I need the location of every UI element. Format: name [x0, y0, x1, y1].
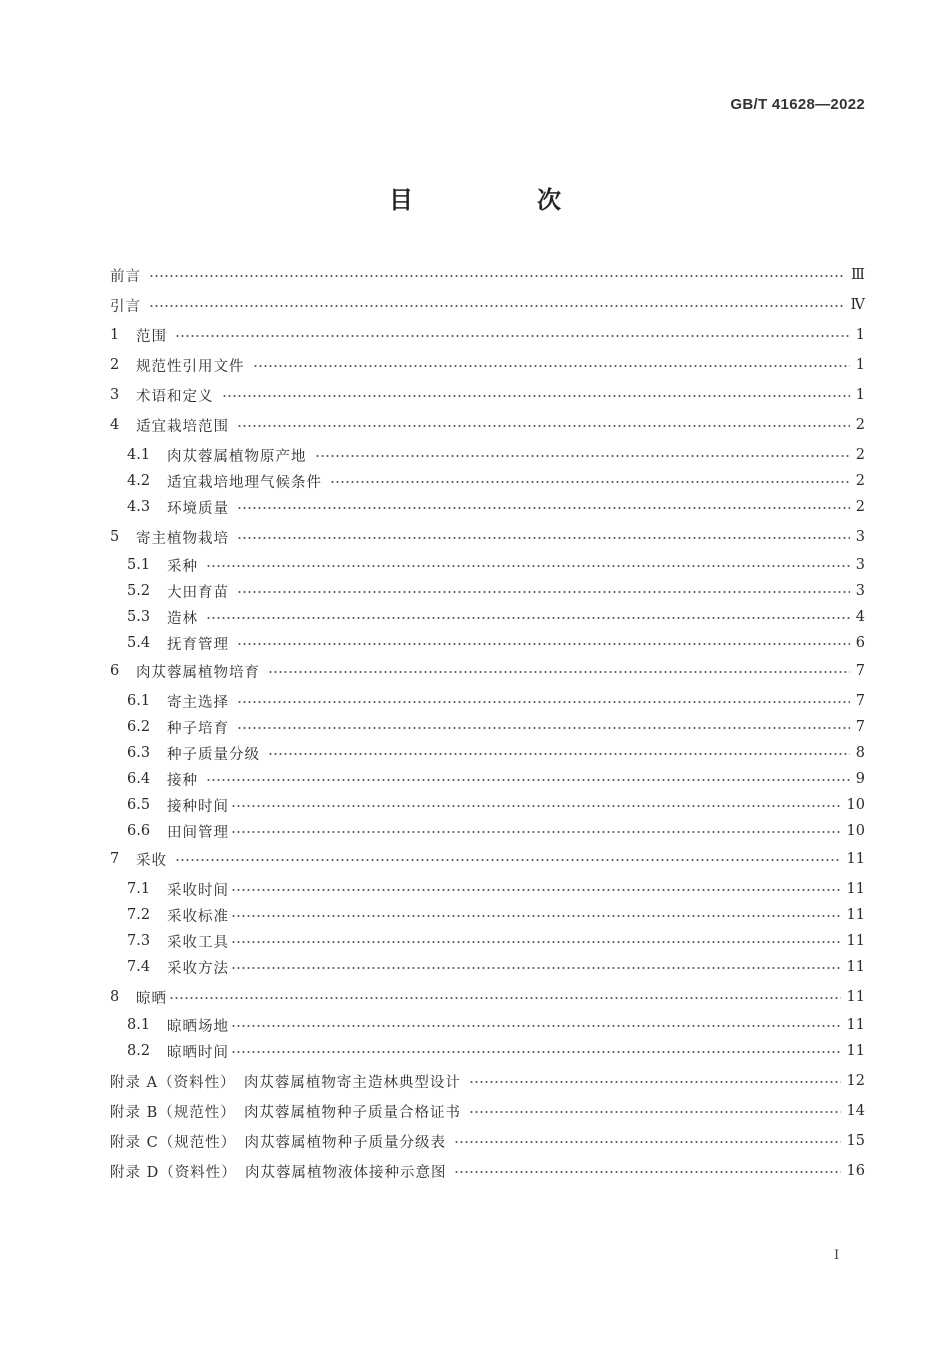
toc-entry-number: 5.4	[127, 635, 151, 651]
dot-leader	[237, 591, 850, 593]
dot-leader	[237, 701, 850, 703]
toc-entry-label: 附录 C（规范性） 肉苁蓉属植物种子质量分级表	[110, 1134, 446, 1151]
dot-leader	[469, 1081, 841, 1083]
toc-entry[interactable]	[110, 658, 865, 684]
toc-entry-number: 4.2	[127, 473, 151, 489]
dot-leader	[315, 455, 850, 457]
dot-leader	[175, 335, 850, 337]
toc-entry-page: 11	[846, 933, 865, 949]
toc-entry-label: 抚育管理	[167, 636, 229, 653]
toc-entry-page: 10	[846, 797, 865, 813]
dot-leader	[237, 537, 850, 539]
toc-entry-page: 6	[855, 635, 865, 651]
dot-leader	[206, 779, 850, 781]
toc-entry-page: 9	[855, 771, 865, 787]
toc-entry-page: 7	[855, 693, 865, 709]
toc-entry-label: 附录 B（规范性） 肉苁蓉属植物种子质量合格证书	[110, 1104, 462, 1121]
toc-entry-number: 1	[110, 327, 120, 343]
toc-entry[interactable]	[110, 1068, 865, 1094]
dot-leader	[206, 617, 850, 619]
toc-entry[interactable]	[127, 766, 865, 792]
toc-entry-page: 11	[846, 959, 865, 975]
toc-entry[interactable]	[127, 442, 865, 468]
toc-entry-number: 8	[110, 989, 120, 1005]
toc-entry-page: 11	[846, 1043, 865, 1059]
toc-entry-label: 采收标准	[167, 908, 229, 925]
toc-entry-label: 接种时间	[167, 798, 229, 815]
toc-entry-page: 3	[855, 583, 865, 599]
toc-entry-label: 晾晒时间	[167, 1044, 229, 1061]
toc-title: 目 次	[389, 185, 611, 214]
dot-leader	[175, 859, 841, 861]
toc-entry-page: 3	[855, 529, 865, 545]
toc-entry[interactable]	[127, 630, 865, 656]
toc-entry-page: 2	[855, 499, 865, 515]
toc-entry[interactable]	[110, 382, 865, 408]
toc-entry-page: 16	[846, 1163, 865, 1179]
dot-leader	[231, 805, 841, 807]
toc-entry-number: 7.2	[127, 907, 151, 923]
standard-code: GB/T 41628—2022	[730, 96, 865, 113]
dot-leader	[268, 671, 850, 673]
dot-leader	[237, 425, 850, 427]
toc-entry-page: 11	[846, 851, 865, 867]
toc-entry-number: 5.3	[127, 609, 151, 625]
toc-entry[interactable]	[110, 846, 865, 872]
toc-entry[interactable]	[110, 984, 865, 1010]
toc-entry[interactable]	[127, 792, 865, 818]
toc-entry-label: 肉苁蓉属植物原产地	[167, 448, 307, 465]
toc-entry-page: 1	[855, 327, 865, 343]
toc-entry[interactable]	[127, 552, 865, 578]
toc-entry-label: 适宜栽培地理气候条件	[167, 474, 322, 491]
dot-leader	[237, 643, 850, 645]
toc-entry-number: 6.2	[127, 719, 151, 735]
dot-leader	[169, 997, 841, 999]
toc-entry[interactable]	[110, 1128, 865, 1154]
toc-entry-page: 11	[846, 881, 865, 897]
dot-leader	[149, 305, 845, 307]
toc-entry-number: 6.1	[127, 693, 151, 709]
toc-entry-page: 14	[846, 1103, 865, 1119]
toc-entry-number: 6.3	[127, 745, 151, 761]
toc-entry-label: 寄主植物栽培	[136, 530, 229, 547]
toc-entry-label: 引言	[110, 298, 141, 315]
toc-entry-page: 8	[855, 745, 865, 761]
toc-entry-label: 范围	[136, 328, 167, 345]
toc-entry-label: 采收方法	[167, 960, 229, 977]
toc-entry-number: 4	[110, 417, 120, 433]
toc-entry-label: 接种	[167, 772, 198, 789]
toc-entry-number: 6.4	[127, 771, 151, 787]
toc-entry-number: 8.1	[127, 1017, 151, 1033]
toc-entry-label: 种子质量分级	[167, 746, 260, 763]
toc-entry-number: 6	[110, 663, 120, 679]
toc-entry-label: 规范性引用文件	[136, 358, 245, 375]
toc-entry[interactable]	[110, 292, 865, 318]
toc-entry-page: 3	[855, 557, 865, 573]
dot-leader	[237, 727, 850, 729]
toc-entry-label: 采收时间	[167, 882, 229, 899]
page-number: I	[834, 1248, 840, 1263]
dot-leader	[231, 915, 841, 917]
toc-entry-label: 肉苁蓉属植物培育	[136, 664, 260, 681]
toc-entry[interactable]	[127, 1012, 865, 1038]
toc-entry-number: 5.1	[127, 557, 151, 573]
dot-leader	[222, 395, 850, 397]
toc-entry-label: 田间管理	[167, 824, 229, 841]
toc-entry-label: 采收工具	[167, 934, 229, 951]
toc-entry[interactable]	[127, 876, 865, 902]
dot-leader	[231, 831, 841, 833]
toc-entry-label: 附录 A（资料性） 肉苁蓉属植物寄主造林典型设计	[110, 1074, 461, 1091]
toc-entry[interactable]	[110, 322, 865, 348]
toc-entry-page: 7	[855, 719, 865, 735]
dot-leader	[454, 1171, 840, 1173]
toc-entry-number: 7.3	[127, 933, 151, 949]
toc-entry[interactable]	[110, 412, 865, 438]
toc-entry-page: 15	[846, 1133, 865, 1149]
toc-entry-label: 附录 D（资料性） 肉苁蓉属植物液体接种示意图	[110, 1164, 447, 1181]
toc-entry-label: 寄主选择	[167, 694, 229, 711]
toc-entry-label: 术语和定义	[136, 388, 214, 405]
toc-entry-label: 晾晒	[136, 990, 167, 1007]
toc-entry-number: 8.2	[127, 1043, 151, 1059]
toc-entry-page: 2	[855, 417, 865, 433]
toc-entry-page: Ⅲ	[851, 267, 865, 283]
toc-entry-label: 造林	[167, 610, 198, 627]
toc-entry-label: 种子培育	[167, 720, 229, 737]
toc-entry[interactable]	[110, 262, 865, 288]
dot-leader	[268, 753, 850, 755]
toc-entry[interactable]	[127, 740, 865, 766]
toc-entry-page: 11	[846, 1017, 865, 1033]
dot-leader	[237, 507, 850, 509]
dot-leader	[231, 1051, 841, 1053]
toc-entry-page: Ⅳ	[850, 297, 865, 313]
toc-entry-number: 5	[110, 529, 120, 545]
toc-entry[interactable]	[127, 1038, 865, 1064]
toc-entry-label: 环境质量	[167, 500, 229, 517]
dot-leader	[231, 1025, 841, 1027]
toc-entry-page: 10	[846, 823, 865, 839]
toc-entry[interactable]	[127, 902, 865, 928]
toc-entry-page: 1	[855, 357, 865, 373]
toc-entry-label: 适宜栽培范围	[136, 418, 229, 435]
toc-entry-page: 2	[855, 447, 865, 463]
toc-entry-number: 6.5	[127, 797, 151, 813]
toc-entry[interactable]	[127, 468, 865, 494]
toc-entry[interactable]	[127, 714, 865, 740]
toc-entry-number: 6.6	[127, 823, 151, 839]
toc-entry-label: 晾晒场地	[167, 1018, 229, 1035]
toc-entry[interactable]	[127, 688, 865, 714]
toc-entry[interactable]	[127, 494, 865, 520]
dot-leader	[231, 889, 841, 891]
dot-leader	[454, 1141, 841, 1143]
toc-entry-number: 5.2	[127, 583, 151, 599]
toc-entry[interactable]	[110, 352, 865, 378]
toc-entry[interactable]	[127, 928, 865, 954]
toc-entry-page: 12	[846, 1073, 865, 1089]
toc-entry[interactable]	[110, 1158, 865, 1184]
dot-leader	[231, 941, 841, 943]
dot-leader	[149, 275, 845, 277]
toc-entry[interactable]	[110, 524, 865, 550]
toc-entry-number: 2	[110, 357, 120, 373]
toc-entry-number: 3	[110, 387, 120, 403]
toc-entry[interactable]	[127, 578, 865, 604]
toc-entry-number: 7.1	[127, 881, 151, 897]
toc-entry[interactable]	[127, 954, 865, 980]
toc-entry-page: 11	[846, 989, 865, 1005]
toc-entry-label: 大田育苗	[167, 584, 229, 601]
toc-entry-number: 4.1	[127, 447, 151, 463]
dot-leader	[206, 565, 850, 567]
toc-entry-label: 采收	[136, 852, 167, 869]
toc-entry-label: 采种	[167, 558, 198, 575]
toc-entry-number: 7.4	[127, 959, 151, 975]
toc-entry-number: 7	[110, 851, 120, 867]
toc-entry-page: 11	[846, 907, 865, 923]
toc-entry[interactable]	[127, 818, 865, 844]
dot-leader	[253, 365, 850, 367]
dot-leader	[469, 1111, 841, 1113]
toc-entry-page: 4	[855, 609, 865, 625]
toc-entry[interactable]	[110, 1098, 865, 1124]
toc-entry-number: 4.3	[127, 499, 151, 515]
toc-entry-page: 2	[855, 473, 865, 489]
toc-entry[interactable]	[127, 604, 865, 630]
dot-leader	[231, 967, 841, 969]
toc-entry-page: 1	[855, 387, 865, 403]
dot-leader	[330, 481, 850, 483]
toc-entry-page: 7	[855, 663, 865, 679]
toc-entry-label: 前言	[110, 268, 141, 285]
